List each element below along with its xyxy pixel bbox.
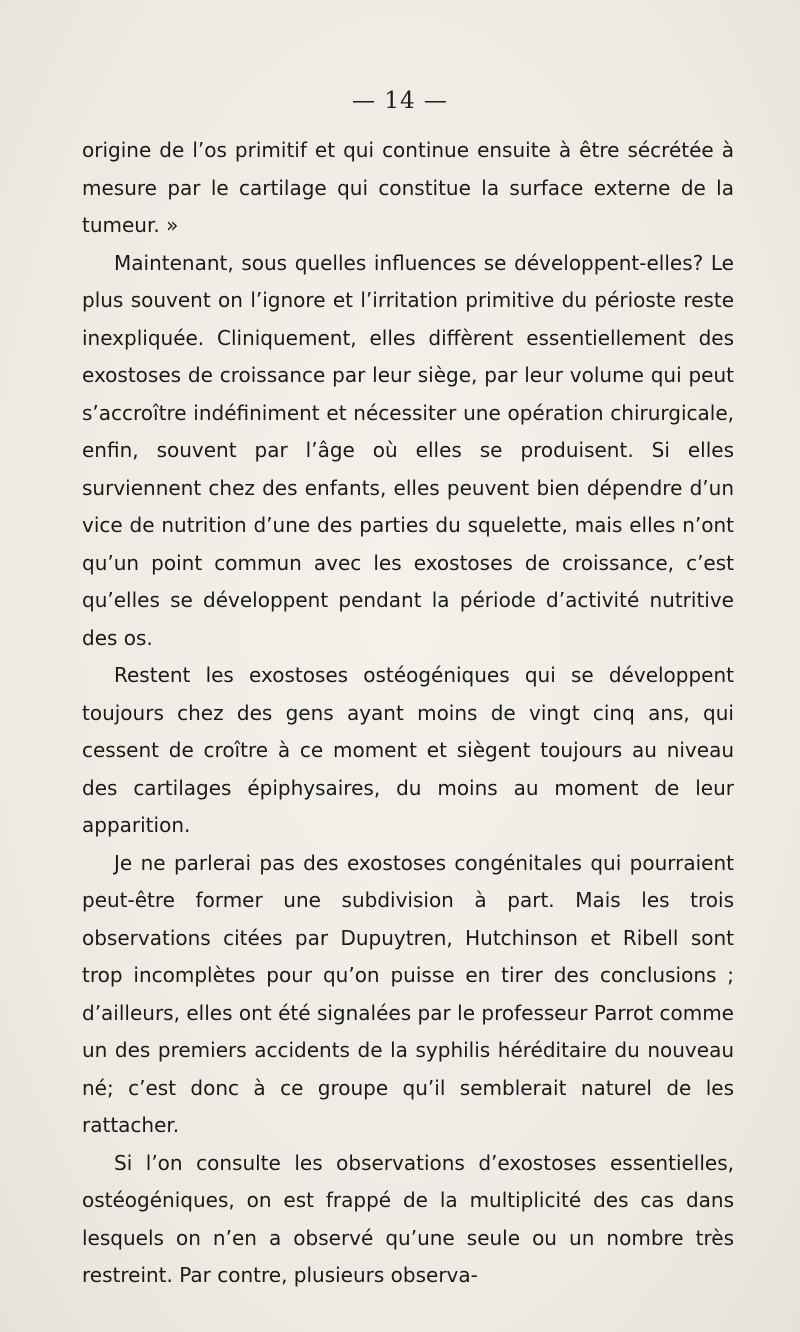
paragraph: Maintenant, sous quelles influences se développent-elles? Le plus souvent on l’ignore et l’irritation primitive du périoste reste inexpliquée. Cliniquement, elles diffèrent essentiellement des exostoses de croissance par leur siège, par leur volume qui peut s’accroître indéfiniment et nécessiter une opération chirurgicale, enfin, souvent par l’âge où elles se produisent. Si elles surviennent chez des enfants, elles peuvent bien dépendre d’un vice de nutrition d’une des parties du squelette, mais elles n’ont qu’un point commun avec les exostoses de croissance, c’est qu’elles se développent pendant la période d’activité nutritive des os.	[82, 250, 734, 650]
page-number: — 14 —	[352, 88, 448, 114]
paragraph: Je ne parlerai pas des exostoses congénitales qui pourraient peut-être former une subdivision à part. Mais les trois observations citées par Dupuytren, Hutchinson et Ribell sont trop incomplètes pour qu’on puisse en tirer des conclusions ; d’ailleurs, elles ont été signalées par le professeur Parrot comme un des premiers accidents de la syphilis héréditaire du nouveau né; c’est donc à ce groupe qu’il semblerait naturel de les rattacher.	[82, 850, 734, 1137]
paragraph-continuation: origine de l’os primitif et qui continue ensuite à être sécrétée à mesure par le cartilage qui constitue la surface externe de la tumeur. »	[82, 138, 734, 237]
body-text	[82, 132, 734, 1295]
paragraph: Restent les exostoses ostéogéniques qui se développent toujours chez des gens ayant moins de vingt cinq ans, qui cessent de croître à ce moment et siègent toujours au niveau des cartilages épiphysaires, du moins au moment de leur apparition.	[82, 663, 734, 837]
paragraph: Si l’on consulte les observations d’exostoses essentielles, ostéogéniques, on est frappé de la multiplicité des cas dans lesquels on n’en a observé qu’une seule ou un nombre très restreint. Par contre, plusieurs observa-	[82, 1150, 734, 1287]
